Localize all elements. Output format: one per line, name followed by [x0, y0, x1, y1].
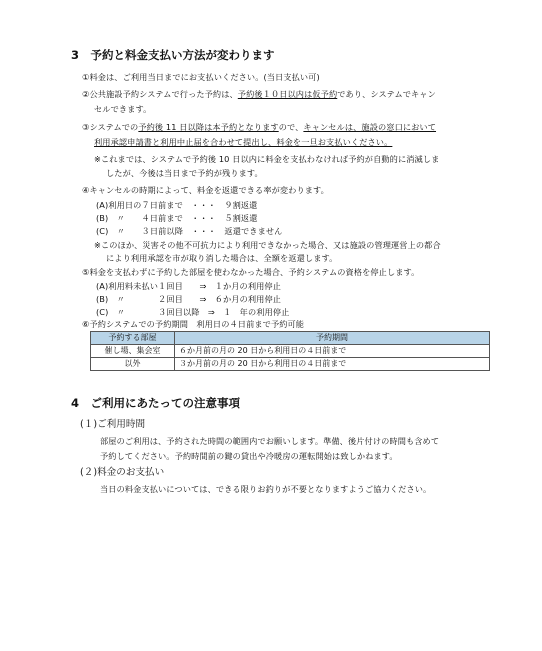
note-2-line-1: ※このほか、災害その他不可抗力により利用できなかった場合、又は施設の管理運営上の都合	[94, 240, 441, 250]
section-4-heading: 4 ご利用にあたっての注意事項	[71, 396, 240, 410]
item-2-text-end: であり、システムでキャン	[337, 89, 436, 99]
table-row	[91, 358, 490, 371]
table-cell: ６か月前の月の 20 日から利用日の４日前まで	[175, 345, 490, 358]
note-1-line-1: ※これまでは、システムで予約後 10 日以内に料金を支払わなければ予約が自動的に消滅しま	[94, 154, 440, 164]
refund-b: (B) 〃 ４日前まで ・・・ ５割返還	[96, 213, 258, 223]
refund-a: (A)利用日の７日前まで ・・・ ９割返還	[96, 200, 258, 210]
item-3-line-2: 利用承認申請書と利用中止届を合わせて提出し、料金を一旦お支払いください。	[94, 137, 393, 147]
subsection-1-title: (１)ご利用時間	[80, 419, 146, 430]
table-cell: 催し場、集会室	[91, 345, 175, 358]
table-cell: ３か月前の月の 20 日から利用日の４日前まで	[175, 358, 490, 371]
table-cell: 以外	[91, 358, 175, 371]
subsection-1-line-1: 部屋のご利用は、予約された時間の範囲内でお願いします。準備、後片付けの時間も含めて	[100, 436, 440, 446]
subsection-2-title: (２)料金のお支払い	[80, 467, 165, 478]
note-1-line-2: したが、今後は当日まで予約が残ります。	[106, 168, 263, 178]
refund-c: (C) 〃 ３日前以降 ・・・ 返還できません	[96, 226, 283, 236]
item-3-text: ③システムでの	[82, 122, 139, 132]
item-2-text: ②公共施設予約システムで行った予約は、	[82, 89, 238, 99]
item-3-underlined-a: 予約後 11 日以降は本予約となります	[138, 122, 279, 132]
item-2-line-1	[82, 89, 436, 100]
item-1: ①料金は、ご利用当日までにお支払いください。(当日支払い可)	[82, 72, 320, 82]
item-4: ④キャンセルの時期によって、料金を返還できる率が変わります。	[82, 185, 329, 195]
subsection-1-line-2: 予約してください。予約時間前の鍵の貸出や冷暖房の運転開始は致しかねます。	[100, 451, 398, 461]
suspension-b: (B) 〃 ２回目 ⇒ ６か月の利用停止	[96, 294, 282, 304]
table-header: 予約期間	[175, 332, 490, 345]
note-2-line-2: により利用承認を市が取り消した場合は、全額を返還します。	[106, 253, 338, 263]
item-5: ⑤料金を支払わずに予約した部屋を使わなかった場合、予約システムの資格を停止します。	[82, 267, 420, 277]
reservation-period-table	[90, 331, 490, 371]
item-2-line-2: セルできます。	[94, 104, 152, 114]
item-3-underlined-b: キャンセルは、施設の窓口において	[303, 122, 437, 132]
section-3-heading: 3 予約と料金支払い方法が変わります	[71, 48, 275, 62]
item-2-underlined: 予約後１０日以内は仮予約	[237, 89, 338, 99]
item-3-text-mid: ので、	[278, 122, 304, 132]
table-header-row	[91, 332, 490, 345]
table-header: 予約する部屋	[91, 332, 175, 345]
item-3-line-1	[82, 122, 436, 133]
item-6: ⑥予約システムでの予約期間 利用日の４日前まで予約可能	[82, 319, 305, 329]
table-row	[91, 345, 490, 358]
suspension-c: (C) 〃 ３回目以降 ⇒ １ 年の利用停止	[96, 307, 290, 317]
suspension-a: (A)利用料未払い１回目 ⇒ １か月の利用停止	[96, 281, 282, 291]
subsection-2-line-1: 当日の料金支払いについては、できる限りお釣りが不要となりますようご協力ください。	[100, 484, 432, 494]
